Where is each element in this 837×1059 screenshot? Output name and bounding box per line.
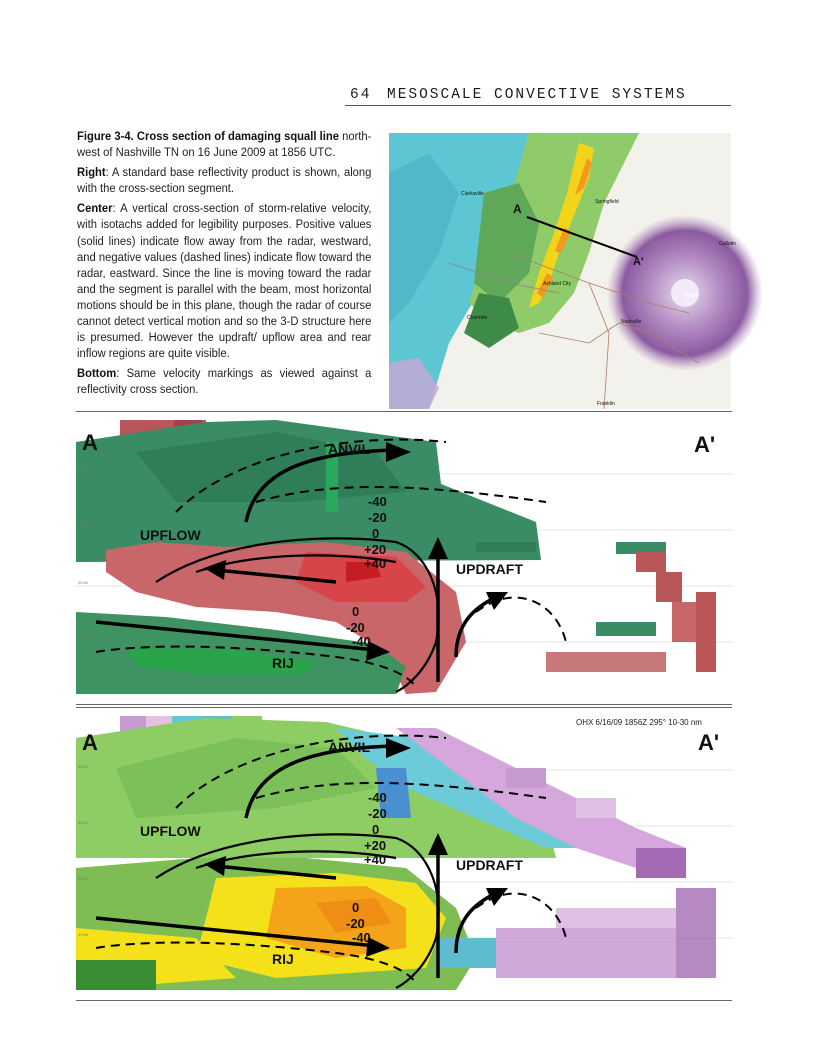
caption-center-label: Center — [77, 201, 113, 216]
map-label-a: A — [513, 202, 522, 216]
velocity-isotach-l0: 0 — [352, 604, 360, 619]
velocity-isotach-u4: +40 — [364, 556, 387, 571]
velocity-height-tick-2: 30 kft — [78, 524, 88, 529]
reflectivity-isotach-l2: -40 — [352, 930, 371, 945]
caption-right — [77, 164, 371, 196]
map-radar-site: KOHX — [683, 293, 698, 299]
velocity-rij-label: RIJ — [272, 655, 294, 671]
map-town-0: Clarksville — [461, 191, 484, 197]
reflectivity-updraft-label: UPDRAFT — [456, 857, 523, 873]
reflectivity-height-tick-1: 20 kft — [78, 876, 88, 881]
velocity-anvil-label: ANVIL — [328, 441, 370, 457]
caption-intro — [77, 128, 371, 160]
caption-right-label: Right — [77, 165, 106, 180]
caption-right-text: : A standard base reflectivity product is shown, along with the cross-section segment. — [77, 165, 372, 196]
reflectivity-rij-label: RIJ — [272, 951, 294, 967]
velocity-height-tick-1: 20 kft — [78, 580, 88, 585]
map-town-3: Charlotte — [467, 315, 488, 321]
map-town-5: Franklin — [597, 401, 615, 407]
velocity-height-tick-3: 40 kft — [78, 468, 88, 473]
caption-bottom-label: Bottom — [77, 366, 117, 381]
reflectivity-label-a-prime: A' — [698, 730, 720, 755]
velocity-updraft-label: UPDRAFT — [456, 561, 523, 577]
reflectivity-stamp: OHX 6/16/09 1856Z 295° 10-30 nm — [576, 718, 702, 727]
map-town-6: Gallatin — [719, 241, 736, 247]
reflectivity-anvil-label: ANVIL — [328, 739, 370, 755]
reflectivity-isotach-l1: -20 — [346, 916, 365, 931]
reflectivity-isotach-u1: -20 — [368, 806, 387, 821]
velocity-isotach-u2: 0 — [372, 526, 380, 541]
velocity-cross-section — [76, 411, 732, 705]
map-town-1: Springfield — [595, 199, 619, 205]
velocity-isotach-u1: -20 — [368, 510, 387, 525]
reflectivity-isotach-u2: 0 — [372, 822, 380, 837]
page-number: 64 — [350, 87, 372, 103]
map-town-4: Nashville — [621, 319, 642, 325]
reflectivity-isotach-u0: -40 — [368, 790, 387, 805]
velocity-height-tick-0: 10 kft — [78, 636, 88, 641]
caption-bottom-text: : Same velocity markings as viewed against a reflectivity cross section. — [77, 366, 372, 397]
reflectivity-cross-section — [76, 707, 732, 1001]
caption-center — [77, 200, 371, 361]
reflectivity-section-graphic — [76, 708, 732, 1000]
reflectivity-height-tick-3: 40 kft — [78, 764, 88, 769]
header-rule — [345, 105, 731, 106]
figure-label: Figure 3-4. — [77, 129, 134, 143]
figure-caption — [77, 128, 371, 402]
reflectivity-height-tick-2: 30 kft — [78, 820, 88, 825]
caption-center-text: : A vertical cross-section of storm-relative velocity, with isotachs added for legibility purposes. Positive values (solid lines) indicate flow away from the radar, westward, and negative values (dashed lines) indicate flow toward the radar, eastward. Since the line is moving toward the radar and the segment is parallel with the beam, most horizontal motions should be in this plane, though the radar of course cannot detect vertical motion and so the 3-D structure here is presumed. However the updraft/ upflow area and rear inflow regions are quite visible. — [77, 201, 372, 361]
reflectivity-upflow-label: UPFLOW — [140, 823, 201, 839]
velocity-section-graphic — [76, 412, 732, 704]
reflectivity-isotach-u3: +20 — [364, 838, 387, 853]
velocity-isotach-l2: -40 — [352, 634, 371, 649]
page-header — [345, 87, 731, 107]
map-town-2: Ashland City — [543, 281, 572, 287]
reflectivity-height-tick-0: 10 kft — [78, 932, 88, 937]
figure-title-rest: north-west of Nashville TN on 16 June 2009 at 1856 UTC. — [77, 129, 372, 160]
velocity-upflow-label: UPFLOW — [140, 527, 201, 543]
figure-title: Cross section of damaging squall line — [136, 129, 339, 143]
reflectivity-label-a: A — [82, 730, 98, 755]
velocity-isotach-l1: -20 — [346, 620, 365, 635]
map-label-a-prime: A' — [633, 256, 644, 268]
radar-reflectivity-map — [389, 133, 736, 409]
radar-map-graphic — [389, 133, 736, 409]
reflectivity-isotach-u4: +40 — [364, 852, 387, 867]
velocity-label-a: A — [82, 430, 98, 455]
running-title: MESOSCALE CONVECTIVE SYSTEMS — [387, 87, 687, 103]
reflectivity-isotach-l0: 0 — [352, 900, 360, 915]
caption-bottom — [77, 365, 371, 397]
velocity-isotach-u3: +20 — [364, 542, 387, 557]
velocity-isotach-u0: -40 — [368, 494, 387, 509]
velocity-label-a-prime: A' — [694, 432, 716, 457]
